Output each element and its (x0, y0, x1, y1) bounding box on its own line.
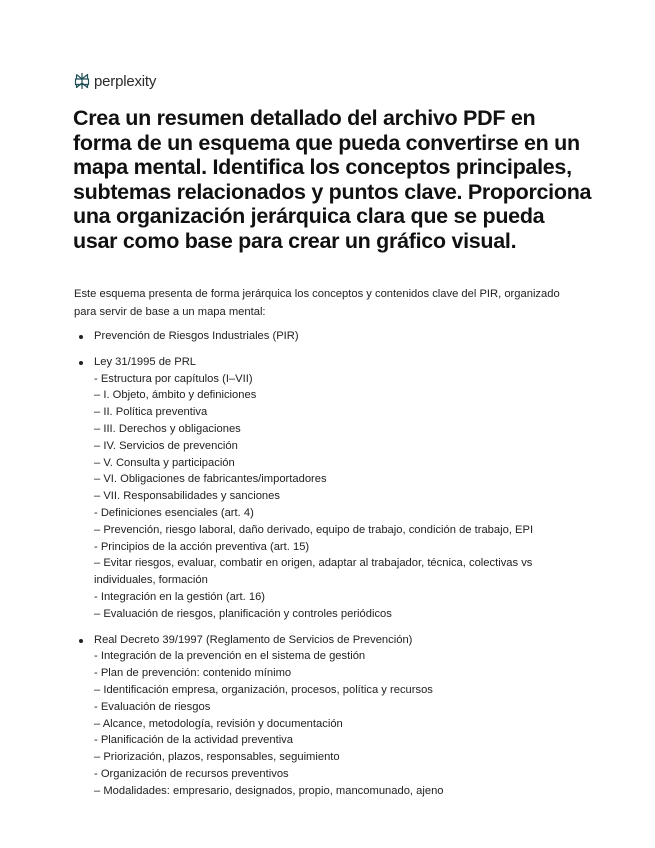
outline-item: - Principios de la acción preventiva (art. 15) (94, 540, 310, 553)
outline-item: – Alcance, metodología, revisión y documentación (94, 717, 343, 730)
outline-section (74, 354, 594, 623)
outline-item: – Identificación empresa, organización, procesos, política y recursos (94, 683, 433, 696)
outline-item: - Integración en la gestión (art. 16) (94, 590, 266, 603)
section-heading: Ley 31/1995 de PRL (94, 355, 197, 368)
outline-item: – III. Derechos y obligaciones (94, 422, 241, 435)
outline-item: – IV. Servicios de prevención (94, 439, 238, 452)
section-heading: Prevención de Riesgos Industriales (PIR) (94, 330, 299, 342)
outline-item: - Definiciones esenciales (art. 4) (94, 506, 254, 519)
outline-item: – V. Consulta y participación (94, 456, 235, 469)
outline-item: - Evaluación de riesgos (94, 700, 211, 713)
outline-item: - Organización de recursos preventivos (94, 767, 289, 780)
outline-list (74, 328, 594, 800)
outline-item: – Priorización, plazos, responsables, seguimiento (94, 751, 340, 764)
intro-text: Este esquema presenta de forma jerárquica los conceptos y contenidos clave del PIR, organizado para servir de base a un mapa mental: (74, 288, 560, 318)
perplexity-logo-icon (74, 72, 90, 90)
section-heading: Real Decreto 39/1997 (Reglamento de Servicios de Prevención) (94, 633, 413, 646)
outline-item: – II. Política preventiva (94, 406, 208, 419)
outline-item: – VII. Responsabilidades y sanciones (94, 490, 280, 503)
outline-section (74, 328, 594, 345)
page-title: Crea un resumen detallado del archivo PDF en forma de un esquema que pueda convertirse en un mapa mental. Identifica los conceptos principales, subtemas relacionados y puntos clave. Proporciona una organización jerárquica clara que se pueda usar como base para crear un gráfico visual. (73, 106, 592, 253)
brand-name: perplexity (94, 72, 157, 90)
outline-item: - Integración de la prevención en el sistema de gestión (94, 650, 366, 663)
outline-item: – Modalidades: empresario, designados, propio, mancomunado, ajeno (94, 784, 444, 797)
outline-item: – VI. Obligaciones de fabricantes/importadores (94, 473, 327, 486)
outline-item: - Estructura por capítulos (I–VII) (94, 372, 253, 385)
outline-item: – I. Objeto, ámbito y definiciones (94, 389, 257, 402)
outline-item: – Evaluación de riesgos, planificación y controles periódicos (94, 607, 392, 620)
outline-item: - Plan de prevención: contenido mínimo (94, 667, 292, 680)
outline-item: – Evitar riesgos, evaluar, combatir en origen, adaptar al trabajador, técnica, colectivas vs individuales, formación (94, 557, 533, 587)
outline-item: - Planificación de la actividad preventiva (94, 734, 293, 747)
outline-item: – Prevención, riesgo laboral, daño derivado, equipo de trabajo, condición de trabajo, EPI (94, 523, 534, 536)
outline-section (74, 632, 594, 800)
brand-logo (74, 72, 156, 90)
